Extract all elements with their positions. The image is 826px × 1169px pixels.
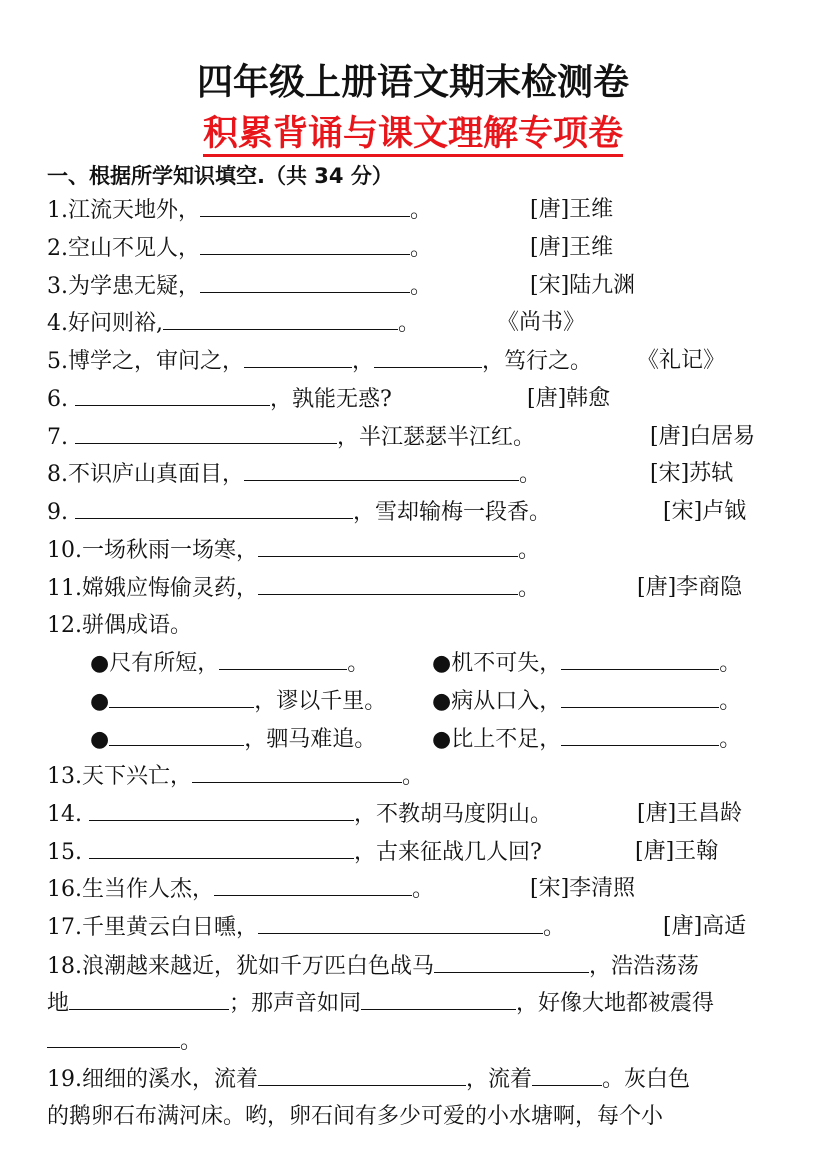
question-18-end: 。 [47, 1027, 202, 1056]
answer-blank[interactable] [561, 649, 719, 670]
question-12: 12.骈偶成语。 [47, 613, 192, 638]
answer-blank[interactable] [244, 460, 519, 481]
question-8: 8.不识庐山真面目， 。 [47, 462, 542, 487]
question-7: 7. ，半江瑟瑟半江红。 [47, 425, 536, 450]
answer-blank[interactable] [200, 234, 410, 255]
question-17: 17.千里黄云白日曛， 。 [47, 915, 566, 940]
answer-blank[interactable] [361, 989, 516, 1010]
question-3: 3.为学患无疑， 。 [47, 274, 433, 299]
author: [宋]李清照 [530, 876, 636, 901]
answer-blank[interactable] [109, 687, 254, 708]
answer-blank[interactable] [163, 309, 398, 330]
answer-blank[interactable] [561, 687, 719, 708]
question-5: 5.博学之，审问之， ， ，笃行之。 [47, 349, 593, 374]
author: [唐]白居易 [650, 424, 756, 449]
answer-blank[interactable] [258, 536, 518, 557]
answer-blank[interactable] [75, 498, 353, 519]
answer-blank[interactable] [258, 574, 518, 595]
answer-blank[interactable] [214, 875, 412, 896]
idiom-row-1b: ●机不可失， 。 [432, 651, 742, 676]
question-18-cont: 地 ；那声音如同 ，好像大地都被震得 [47, 991, 715, 1016]
section-heading: 一、根据所学知识填空.（共 34 分） [47, 164, 393, 188]
question-15: 15. ，古来征战几人回? [47, 840, 542, 865]
question-1: 1.江流天地外， 。 [47, 198, 433, 223]
author: [宋]苏轼 [650, 461, 734, 486]
question-14: 14. ，不教胡马度阴山。 [47, 802, 553, 827]
author: [唐]高适 [663, 914, 747, 939]
answer-blank[interactable] [89, 838, 354, 859]
author: [唐]韩愈 [527, 386, 611, 411]
question-10: 10.一场秋雨一场寒， 。 [47, 538, 541, 563]
question-13: 13.天下兴亡， 。 [47, 764, 425, 789]
answer-blank[interactable] [69, 989, 229, 1010]
idiom-row-3a: ● ，驷马难追。 [90, 727, 377, 752]
author: 《礼记》 [637, 348, 726, 373]
question-19: 19.细细的溪水，流着 ，流着 。灰白色 [47, 1067, 691, 1092]
answer-blank[interactable] [109, 725, 244, 746]
author: 《尚书》 [497, 310, 586, 335]
answer-blank[interactable] [75, 385, 270, 406]
answer-blank[interactable] [192, 762, 402, 783]
answer-blank[interactable] [200, 196, 410, 217]
page-title: 四年级上册语文期末检测卷 [196, 62, 629, 103]
answer-blank[interactable] [258, 1065, 466, 1086]
answer-blank[interactable] [434, 952, 589, 973]
page-subtitle: 积累背诵与课文理解专项卷 [0, 106, 826, 156]
idiom-row-2b: ●病从口入， 。 [432, 689, 742, 714]
question-11: 11.嫦娥应悔偷灵药， 。 [47, 576, 541, 601]
answer-blank[interactable] [258, 913, 543, 934]
author: [唐]王维 [530, 197, 614, 222]
answer-blank[interactable] [75, 423, 337, 444]
question-6: 6. ，孰能无惑? [47, 387, 392, 412]
idiom-row-1a: ●尺有所短， 。 [90, 651, 370, 676]
question-4: 4.好问则裕, 。 [47, 311, 420, 336]
answer-blank[interactable] [200, 272, 410, 293]
question-19-cont: 的鹅卵石布满河床。哟，卵石间有多少可爱的小水塘啊，每个小 [47, 1104, 664, 1129]
author: [唐]李商隐 [637, 575, 743, 600]
author: [宋]卢钺 [663, 499, 747, 524]
answer-blank[interactable] [374, 347, 482, 368]
answer-blank[interactable] [89, 800, 354, 821]
idiom-row-2a: ● ，谬以千里。 [90, 689, 387, 714]
question-2: 2.空山不见人， 。 [47, 236, 433, 261]
author: [唐]王昌龄 [637, 801, 743, 826]
question-9: 9. ，雪却输梅一段香。 [47, 500, 552, 525]
question-16: 16.生当作人杰， 。 [47, 877, 435, 902]
author: [唐]王翰 [635, 839, 719, 864]
answer-blank[interactable] [219, 649, 347, 670]
author: [宋]陆九渊 [530, 273, 636, 298]
answer-blank[interactable] [561, 725, 719, 746]
question-18: 18.浪潮越来越近，犹如千万匹白色战马 ，浩浩荡荡 [47, 954, 700, 979]
answer-blank[interactable] [532, 1065, 602, 1086]
author: [唐]王维 [530, 235, 614, 260]
answer-blank[interactable] [244, 347, 352, 368]
idiom-row-3b: ●比上不足， 。 [432, 727, 742, 752]
answer-blank[interactable] [47, 1027, 180, 1048]
